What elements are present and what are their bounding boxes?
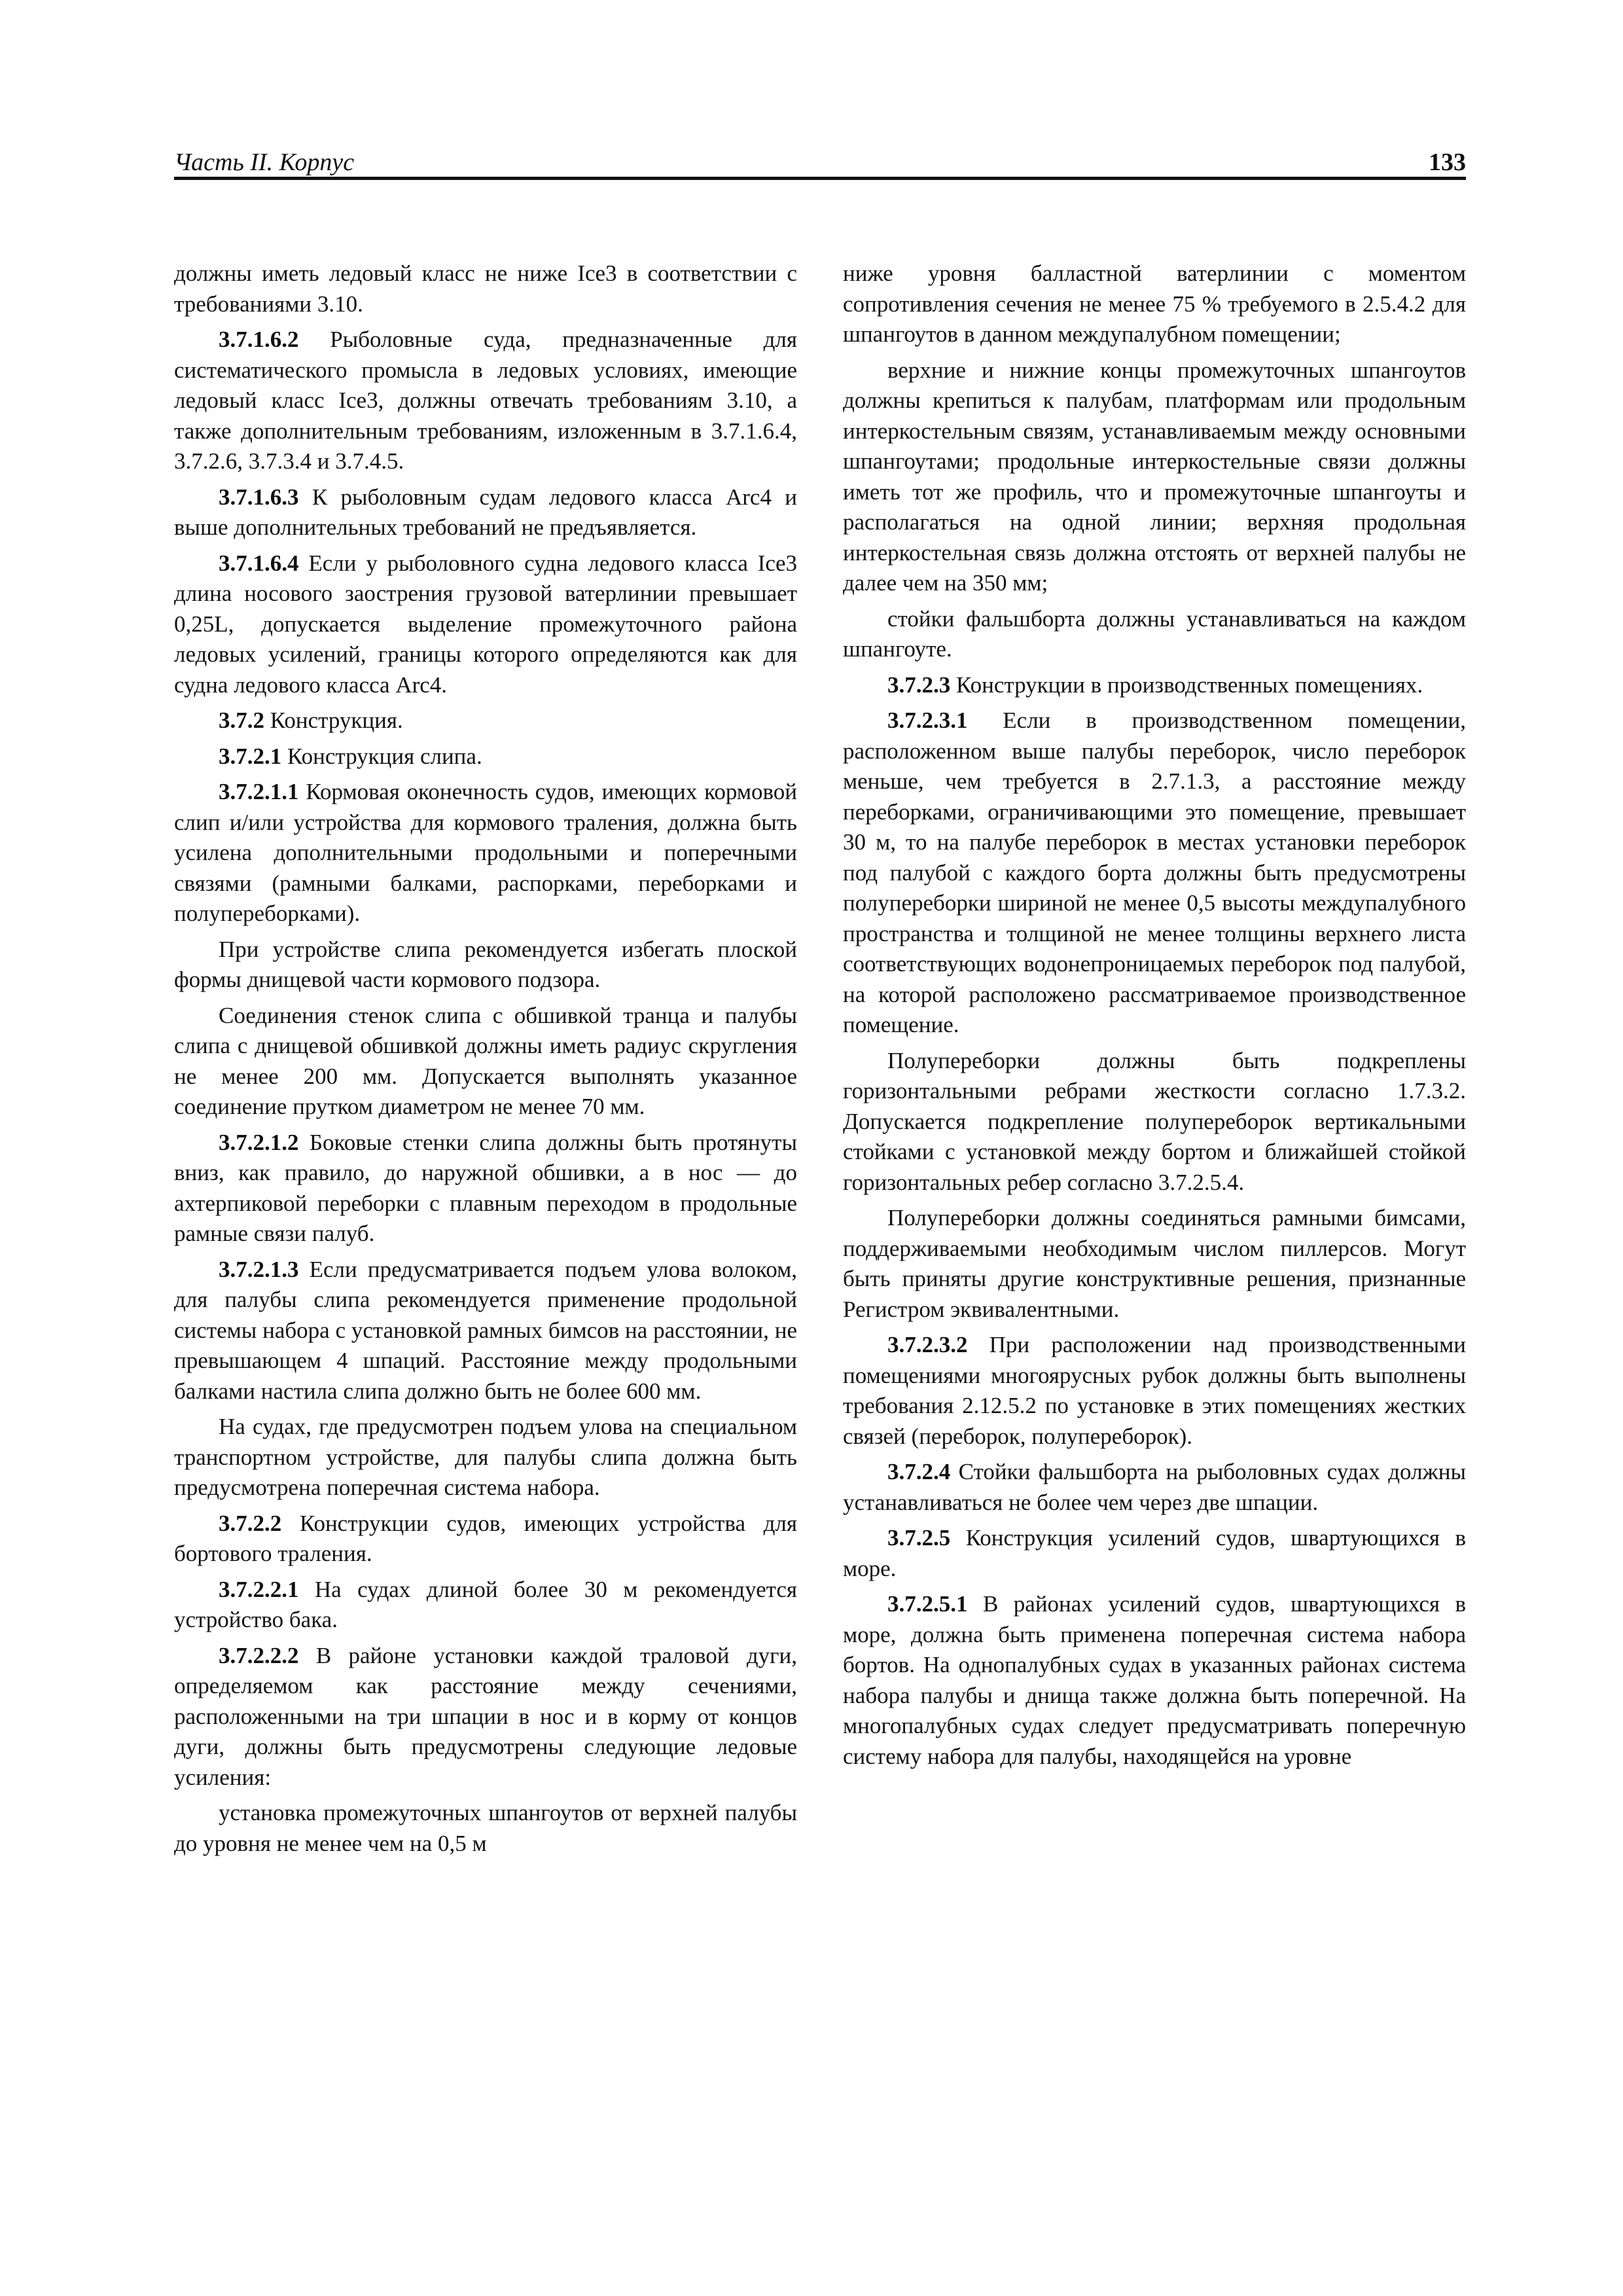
paragraph-text: Соединения стенок слипа с обшивкой транца и палубы слипа с днищевой обшивкой должны иметь радиус скругления не менее 200 мм. Допускается выполнять указанное соединение прутком диаметром не менее 70 мм. [174,1002,797,1119]
paragraph [843,355,1466,599]
paragraph-text: Конструкции судов, имеющих устройства для бортового траления. [174,1510,797,1566]
paragraph-text: Если у рыболовного судна ледового класса Ice3 длина носового заострения грузовой ватерлинии превышает 0,25L, допускается выделение промежуточного района ледовых усилений, границы которого определяются как для судна ледового класса Arc4. [174,550,797,698]
paragraph-text: К рыболовным судам ледового класса Arc4 и выше дополнительных требований не предъявляется. [174,484,797,540]
right-column [843,259,1466,2176]
section-number: 3.7.1.6.4 [219,550,299,576]
paragraph [174,777,797,929]
section-number: 3.7.2.4 [887,1459,951,1484]
section-number: 3.7.2.2.2 [219,1642,299,1668]
paragraph-text: Конструкция. [264,708,403,733]
paragraph-text: При устройстве слипа рекомендуется избегать плоской формы днищевой части кормового подзора. [174,936,797,992]
section-number: 3.7.2.1 [219,743,282,769]
page-number: 133 [1429,149,1466,176]
paragraph-text: стойки фальшборта должны устанавливаться на каждом шпангоуте. [843,605,1466,662]
section-number: 3.7.2.1.1 [219,779,299,804]
paragraph [174,1255,797,1407]
section-number: 3.7.2.1.3 [219,1256,299,1282]
section-number: 3.7.2.1.2 [219,1129,299,1155]
paragraph-text: Кормовая оконечность судов, имеющих кормовой слип и/или устройства для кормового траления, должна быть усилена дополнительными продольными и поперечными связями (рамными балками, распорками, переборками и полупереборками). [174,779,797,926]
paragraph-text: Если предусматривается подъем улова волоком, для палубы слипа рекомендуется применение продольной системы набора с установкой рамных бимсов на расстоянии, не превышающем 4 шпаций. Расстояние между продольными балками настила слипа должно быть не более 600 мм. [174,1256,797,1404]
paragraph [174,325,797,477]
paragraph-text: При расположении над производственными помещениями многоярусных рубок должны быть выполнены требования 2.12.5.2 по установке в этих помещениях жестких связей (переборок, полупереборок). [843,1332,1466,1449]
paragraph [174,548,797,701]
paragraph [174,259,797,319]
paragraph-text: Рыболовные суда, предназначенные для систематического промысла в ледовых условиях, имеющие ледовый класс Ice3, должны отвечать требованиям 3.10, а также дополнительным требованиям, изложенным в 3.7.1.6.4, 3.7.2.6, 3.7.3.4 и 3.7.4.5. [174,327,797,474]
paragraph [843,670,1466,701]
paragraph-text: Если в производственном помещении, расположенном выше палубы переборок, число переборок меньше, чем требуется в 2.7.1.3, а расстояние между переборками, ограничивающими это помещение, превышает 30 м, то на палубе переборок в местах установки переборок под палубой с каждого борта должны быть предусмотрены полупереборки шириной не менее 0,5 высоты междупалубного пространства и толщиной не менее толщины верхнего листа соответствующих водонепроницаемых переборок под палубой, на которой расположено рассматриваемое производственное помещение. [843,708,1466,1037]
paragraph [174,1575,797,1636]
paragraph-text: Стойки фальшборта на рыболовных судах должны устанавливаться не более чем через две шпации. [843,1459,1466,1515]
paragraph-text: Конструкция слипа. [281,743,482,769]
paragraph [843,1589,1466,1772]
paragraph [174,742,797,772]
paragraph [843,1046,1466,1198]
paragraph-text: верхние и нижние концы промежуточных шпангоутов должны крепиться к палубам, платформам или продольным интеркостельным связям, устанавливаемым между основными шпангоутами; продольные интеркостельные связи должны иметь тот же профиль, что и промежуточные шпангоуты и располагаться на одной линии; верхняя продольная интеркостельная связь должна отстоять от верхней палубы не далее чем на 350 мм; [843,357,1466,596]
section-number: 3.7.1.6.3 [219,484,299,510]
paragraph [174,1798,797,1859]
section-number: 3.7.2.5.1 [887,1591,968,1617]
paragraph [843,1523,1466,1584]
paragraph-text: установка промежуточных шпангоутов от верхней палубы до уровня не менее чем на 0,5 м [174,1800,797,1856]
paragraph-text: Боковые стенки слипа должны быть протянуты вниз, как правило, до наружной обшивки, а в нос — до ахтерпиковой переборки с плавным переходом в продольные рамные связи палуб. [174,1129,797,1246]
paragraph [174,935,797,996]
paragraph [174,1128,797,1249]
section-number: 3.7.1.6.2 [219,327,299,352]
section-number: 3.7.2 [219,708,264,733]
paragraph [843,706,1466,1041]
paragraph-text: В районах усилений судов, швартующихся в море, должна быть применена поперечная система набора бортов. На однопалубных судах в указанных районах система набора палубы и днища также должна быть поперечной. На многопалубных судах следует предусматривать поперечную систему набора для палубы, находящейся на уровне [843,1591,1466,1769]
paragraph [843,259,1466,350]
section-number: 3.7.2.3.1 [887,708,968,733]
section-number: 3.7.2.3.2 [887,1332,968,1357]
paragraph-text: На судах длиной более 30 м рекомендуется устройство бака. [174,1576,797,1632]
paragraph [174,1001,797,1122]
section-number: 3.7.2.3 [887,672,951,698]
paragraph [843,604,1466,665]
paragraph-text: На судах, где предусмотрен подъем улова на специальном транспортном устройстве, для палубы слипа должна быть предусмотрена поперечная система набора. [174,1414,797,1500]
running-title: Часть II. Корпус [174,149,355,176]
paragraph-text: Полупереборки должны быть подкреплены горизонтальными ребрами жесткости согласно 1.7.3.2. Допускается подкрепление полупереборок вертикальными стойками с установкой между бортом и ближайшей стойкой горизонтальных ребер согласно 3.7.2.5.4. [843,1047,1466,1195]
paragraph-text: Конструкции в производственных помещениях. [950,672,1423,698]
section-number: 3.7.2.2.1 [219,1576,299,1602]
section-number: 3.7.2.2 [219,1510,282,1536]
paragraph-text: должны иметь ледовый класс не ниже Ice3 в соответствии с требованиями 3.10. [174,260,797,317]
paragraph [174,1641,797,1793]
header-divider [174,177,1466,180]
paragraph-text: Конструкция усилений судов, швартующихся в море. [843,1525,1466,1581]
left-column [174,259,797,2176]
paragraph [174,1509,797,1570]
paragraph-text: ниже уровня балластной ватерлинии с моментом сопротивления сечения не менее 75 % требуемого в 2.5.4.2 для шпангоутов в данном междупалубном помещении; [843,260,1466,347]
paragraph-text: Полупереборки должны соединяться рамными бимсами, поддерживаемыми необходимым числом пиллерсов. Могут быть приняты другие конструктивные решения, признанные Регистром эквивалентными. [843,1205,1466,1322]
paragraph [174,1412,797,1503]
paragraph [174,482,797,543]
paragraph [174,706,797,736]
paragraph [843,1330,1466,1452]
paragraph [843,1203,1466,1325]
paragraph [843,1457,1466,1518]
paragraph-text: В районе установки каждой траловой дуги, определяемом как расстояние между сечениями, расположенными на три шпации в нос и в корму от концов дуги, должны быть предусмотрены следующие ледовые усиления: [174,1642,797,1790]
section-number: 3.7.2.5 [887,1525,951,1551]
